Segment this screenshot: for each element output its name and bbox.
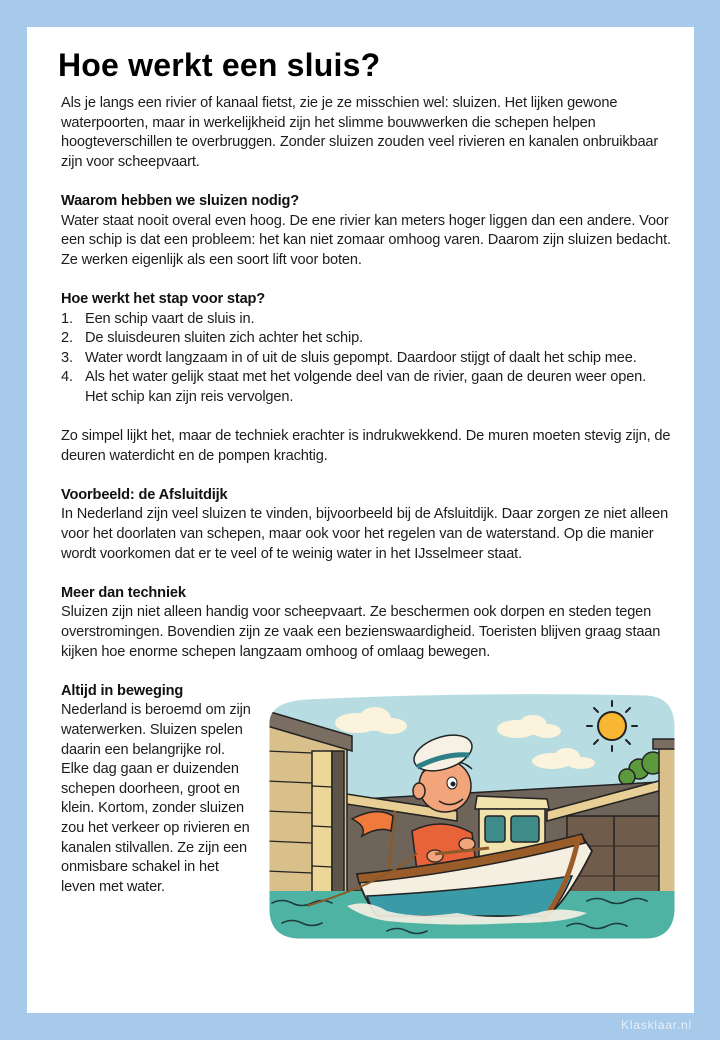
intro-paragraph: Als je langs een rivier of kanaal fietst, zie je ze misschien wel: sluizen. Het lijken gewone waterpoorten, maar in werkelijkheid zijn het slimme bouwwerken die schepen helpen hoogteverschillen te overbruggen. Zonder sluizen zouden veel rivieren en kanalen onbruikbaar zijn voor scheepvaart. [61, 95, 659, 170]
list-text: Water wordt langzaam in of uit de sluis gepompt. Daardoor stijgt of daalt het schip mee. [85, 349, 637, 366]
steps-list [61, 310, 671, 408]
list-number: 4. [61, 369, 73, 386]
section-heading: Voorbeeld: de Afsluitdijk [61, 486, 228, 503]
section-text: In Nederland zijn veel sluizen te vinden, bijvoorbeeld bij de Afsluitdijk. Daar zorgen ze niet alleen voor het doorlaten van schepen, maar ook voor het regelen van de waterstand. Op die manier wordt voorkomen dat er te veel of te weinig water in het IJsselmeer staat. [61, 506, 669, 562]
list-text: Een schip vaart de sluis in. [85, 310, 255, 327]
list-item [61, 349, 671, 369]
section-text: Sluizen zijn niet alleen handig voor scheepvaart. Ze beschermen ook dorpen en steden tegen overstromingen. Bovendien zijn ze vaak een bezienswaardigheid. Toeristen blijven graag staan kijken hoe enorme schepen langzaam omhoog of omlaag bewegen. [61, 604, 661, 660]
section-heading: Waarom hebben we sluizen nodig? [61, 192, 300, 209]
section-steps [61, 290, 671, 408]
lock-boat-illustration [267, 691, 677, 941]
section-more [61, 584, 671, 662]
section-example [61, 486, 671, 564]
section-heading: Hoe werkt het stap voor stap? [61, 290, 266, 307]
list-item [61, 329, 671, 349]
list-number: 2. [61, 330, 73, 347]
list-number: 3. [61, 349, 73, 366]
list-text: Als het water gelijk staat met het volgende deel van de rivier, gaan de deuren weer open. Het schip kan zijn reis vervolgen. [85, 369, 647, 405]
section-why [61, 192, 671, 270]
page-title: Hoe werkt een sluis? [58, 47, 381, 83]
list-item [61, 310, 671, 330]
section-heading: Altijd in beweging [61, 682, 184, 699]
section-always [61, 682, 671, 942]
section-text: Nederland is beroemd om zijn waterwerken. Sluizen spelen daarin een belangrijke rol. Elke dag gaan er duizenden schepen doorheen, groot en klein. Kortom, zonder sluizen zou het verkeer op rivieren en kanalen stilvallen. Ze zijn een onmisbare schakel in het leven met water. [61, 702, 251, 895]
section-text: Water staat nooit overal even hoog. De ene rivier kan meters hoger liggen dan een andere. Voor een schip is dat een probleem: het kan niet zomaar omhoog varen. Daarom zijn sluizen bedacht. Ze werken eigenlijk als een soort lift voor boten. [61, 212, 671, 268]
section-always-text [61, 682, 251, 898]
section-heading: Meer dan techniek [61, 584, 186, 601]
list-number: 1. [61, 310, 73, 327]
footer-brand: Klasklaar.nl [621, 1018, 692, 1032]
left-lock-wall [267, 711, 352, 916]
worksheet-page [27, 27, 694, 1013]
article-body [61, 94, 671, 942]
section-simple [61, 427, 671, 466]
list-item [61, 368, 671, 407]
section-text: Zo simpel lijkt het, maar de techniek erachter is indrukwekkend. De muren moeten stevig zijn, de deuren waterdicht en de pompen krachtig. [61, 428, 671, 464]
list-text: De sluisdeuren sluiten zich achter het schip. [85, 330, 363, 347]
